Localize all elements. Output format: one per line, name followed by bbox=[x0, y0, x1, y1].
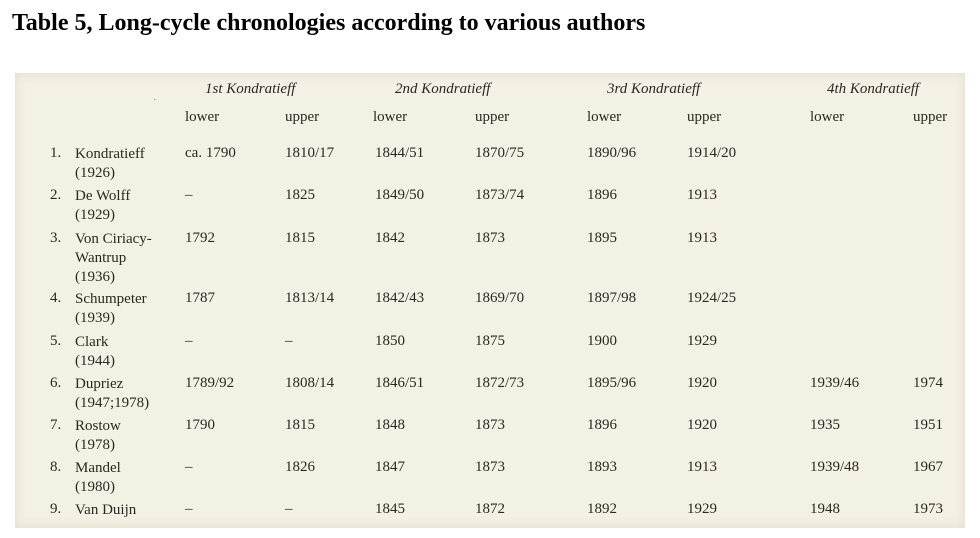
author-cell bbox=[75, 187, 195, 225]
author-name: Kondratieff bbox=[75, 146, 145, 162]
author-name: Van Duijn bbox=[75, 502, 137, 518]
cell-2nd-upper: 1873 bbox=[475, 230, 505, 246]
cell-2nd-upper: 1873 bbox=[475, 417, 505, 433]
author-cell bbox=[75, 145, 195, 183]
cell-2nd-upper: 1872 bbox=[475, 501, 505, 517]
table-row bbox=[15, 333, 965, 373]
table-row bbox=[15, 417, 965, 457]
cell-1st-upper: 1825 bbox=[285, 187, 315, 203]
author-cell bbox=[75, 333, 195, 371]
author-cell bbox=[75, 501, 195, 520]
subheader-upper-2: upper bbox=[475, 109, 510, 125]
table-row bbox=[15, 145, 965, 185]
cell-3rd-lower: 1895 bbox=[587, 230, 617, 246]
row-number: 9. bbox=[50, 501, 62, 517]
author-cell bbox=[75, 375, 195, 413]
author-year: (1980) bbox=[75, 479, 115, 495]
subheader-upper-4: upper bbox=[913, 109, 948, 125]
cell-4th-upper: 1973 bbox=[913, 501, 943, 517]
cell-3rd-lower: 1900 bbox=[587, 333, 617, 349]
cell-1st-lower: 1790 bbox=[185, 417, 215, 433]
author-name-cont: Wantrup bbox=[75, 250, 127, 266]
cell-3rd-upper: 1929 bbox=[687, 501, 717, 517]
cell-2nd-upper: 1870/75 bbox=[475, 145, 525, 161]
cell-2nd-upper: 1872/73 bbox=[475, 375, 525, 391]
cell-1st-upper: 1815 bbox=[285, 230, 315, 246]
cell-3rd-upper: 1920 bbox=[687, 375, 717, 391]
subheader-lower-3: lower bbox=[587, 109, 622, 125]
cell-1st-upper: 1810/17 bbox=[285, 145, 335, 161]
header-group-2nd-kondratieff: 2nd Kondratieff bbox=[395, 81, 491, 97]
cell-4th-lower: 1939/48 bbox=[810, 459, 860, 475]
cell-3rd-upper: 1913 bbox=[687, 230, 717, 246]
row-number: 1. bbox=[50, 145, 62, 161]
cell-1st-upper: – bbox=[285, 501, 293, 517]
author-name: Rostow bbox=[75, 418, 121, 434]
row-number: 4. bbox=[50, 290, 62, 306]
author-year: (1944) bbox=[75, 353, 115, 369]
row-number: 2. bbox=[50, 187, 62, 203]
author-name: Schumpeter bbox=[75, 291, 147, 307]
cell-1st-upper: – bbox=[285, 333, 293, 349]
cell-2nd-lower: 1846/51 bbox=[375, 375, 425, 391]
cell-4th-lower: 1935 bbox=[810, 417, 840, 433]
cell-2nd-upper: 1873/74 bbox=[475, 187, 525, 203]
subheader-upper-3: upper bbox=[687, 109, 722, 125]
cell-2nd-lower: 1847 bbox=[375, 459, 405, 475]
cell-1st-lower: 1787 bbox=[185, 290, 215, 306]
table-row bbox=[15, 187, 965, 227]
cell-3rd-lower: 1895/96 bbox=[587, 375, 637, 391]
row-number: 3. bbox=[50, 230, 62, 246]
cell-3rd-lower: 1896 bbox=[587, 187, 617, 203]
cell-2nd-lower: 1844/51 bbox=[375, 145, 425, 161]
row-number: 8. bbox=[50, 459, 62, 475]
cell-2nd-lower: 1848 bbox=[375, 417, 405, 433]
scanned-table bbox=[15, 73, 965, 528]
cell-1st-lower: – bbox=[185, 187, 193, 203]
table-row bbox=[15, 459, 965, 499]
cell-4th-lower: 1939/46 bbox=[810, 375, 860, 391]
cell-3rd-lower: 1896 bbox=[587, 417, 617, 433]
author-year: (1978) bbox=[75, 437, 115, 453]
cell-1st-upper: 1815 bbox=[285, 417, 315, 433]
cell-4th-upper: 1967 bbox=[913, 459, 943, 475]
cell-1st-upper: 1808/14 bbox=[285, 375, 335, 391]
author-name: Von Ciriacy- bbox=[75, 231, 152, 247]
author-cell bbox=[75, 290, 195, 328]
cell-2nd-lower: 1842 bbox=[375, 230, 405, 246]
cell-1st-lower: – bbox=[185, 501, 193, 517]
cell-1st-lower: 1792 bbox=[185, 230, 215, 246]
header-group-1st-kondratieff: 1st Kondratieff bbox=[205, 81, 296, 97]
author-year: (1936) bbox=[75, 269, 115, 285]
cell-3rd-upper: 1924/25 bbox=[687, 290, 737, 306]
author-name: Mandel bbox=[75, 460, 121, 476]
author-name: Clark bbox=[75, 334, 109, 350]
row-number: 7. bbox=[50, 417, 62, 433]
cell-2nd-lower: 1845 bbox=[375, 501, 405, 517]
table-row bbox=[15, 501, 965, 525]
cell-1st-lower: – bbox=[185, 459, 193, 475]
cell-3rd-lower: 1892 bbox=[587, 501, 617, 517]
table-row bbox=[15, 290, 965, 330]
cell-3rd-upper: 1914/20 bbox=[687, 145, 737, 161]
cell-1st-lower: 1789/92 bbox=[185, 375, 235, 391]
row-number: 6. bbox=[50, 375, 62, 391]
subheader-upper-1: upper bbox=[285, 109, 320, 125]
subheader-lower-1: lower bbox=[185, 109, 220, 125]
cell-1st-upper: 1826 bbox=[285, 459, 315, 475]
cell-1st-upper: 1813/14 bbox=[285, 290, 335, 306]
cell-3rd-lower: 1893 bbox=[587, 459, 617, 475]
table-row bbox=[15, 375, 965, 415]
cell-2nd-lower: 1850 bbox=[375, 333, 405, 349]
table-row bbox=[15, 230, 965, 290]
subheader-lower-2: lower bbox=[373, 109, 408, 125]
subheader-lower-4: lower bbox=[810, 109, 845, 125]
cell-4th-upper: 1951 bbox=[913, 417, 943, 433]
cell-3rd-upper: 1929 bbox=[687, 333, 717, 349]
author-cell bbox=[75, 230, 195, 287]
cell-2nd-upper: 1869/70 bbox=[475, 290, 525, 306]
cell-3rd-upper: 1920 bbox=[687, 417, 717, 433]
author-year: (1929) bbox=[75, 207, 115, 223]
cell-3rd-lower: 1890/96 bbox=[587, 145, 637, 161]
cell-4th-lower: 1948 bbox=[810, 501, 840, 517]
author-cell bbox=[75, 459, 195, 497]
header-marker: · bbox=[153, 95, 157, 106]
cell-1st-lower: ca. 1790 bbox=[185, 145, 236, 161]
cell-2nd-upper: 1875 bbox=[475, 333, 505, 349]
author-name: De Wolff bbox=[75, 188, 131, 204]
header-group-4th-kondratieff: 4th Kondratieff bbox=[827, 81, 920, 97]
author-cell bbox=[75, 417, 195, 455]
cell-3rd-upper: 1913 bbox=[687, 187, 717, 203]
cell-3rd-upper: 1913 bbox=[687, 459, 717, 475]
author-year: (1926) bbox=[75, 165, 115, 181]
page-title: Table 5, Long-cycle chronologies according to various authors bbox=[12, 10, 646, 36]
header-group-3rd-kondratieff: 3rd Kondratieff bbox=[607, 81, 701, 97]
cell-2nd-upper: 1873 bbox=[475, 459, 505, 475]
author-year: (1947;1978) bbox=[75, 395, 150, 411]
author-name: Dupriez bbox=[75, 376, 124, 392]
row-number: 5. bbox=[50, 333, 62, 349]
cell-1st-lower: – bbox=[185, 333, 193, 349]
cell-2nd-lower: 1842/43 bbox=[375, 290, 425, 306]
cell-3rd-lower: 1897/98 bbox=[587, 290, 637, 306]
cell-4th-upper: 1974 bbox=[913, 375, 943, 391]
cell-2nd-lower: 1849/50 bbox=[375, 187, 425, 203]
author-year: (1939) bbox=[75, 310, 115, 326]
